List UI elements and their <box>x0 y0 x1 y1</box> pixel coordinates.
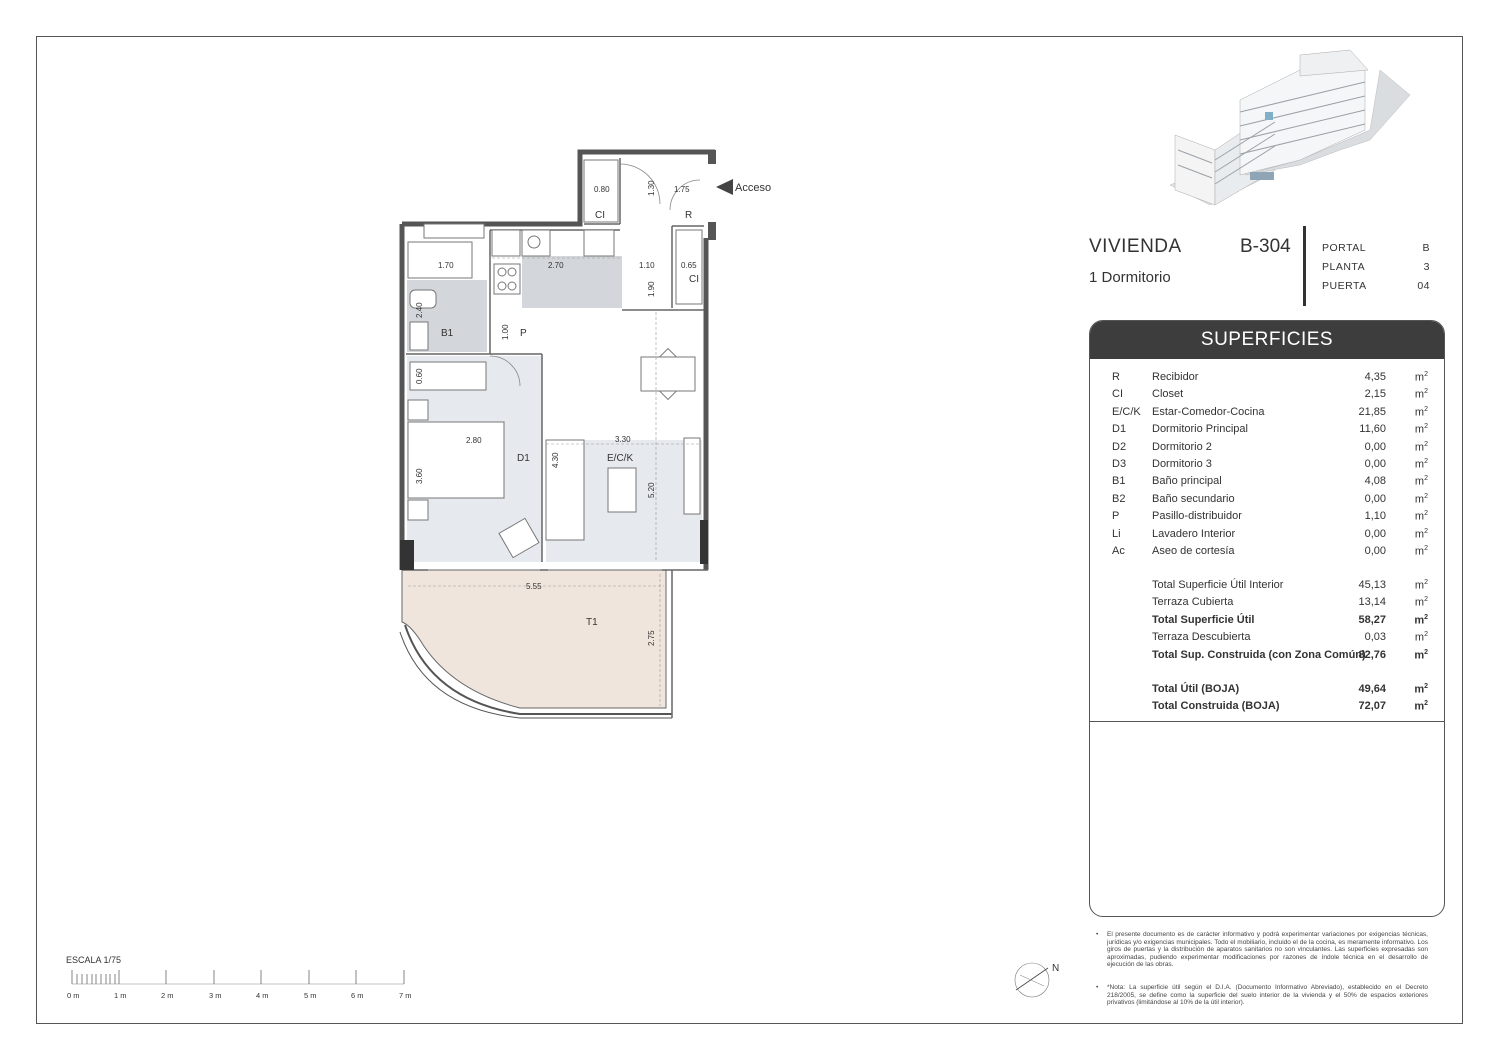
superficie-code: B1 <box>1112 475 1126 488</box>
prop-row-puerta <box>1322 280 1430 292</box>
superficie-value: 4,35 <box>1364 371 1386 383</box>
superficie-unit: $m^2$ <box>1414 440 1428 454</box>
superficie-unit: $m^2$ <box>1414 475 1428 489</box>
superficie-name: Recibidor <box>1152 371 1199 383</box>
superficie-row <box>1090 458 1445 474</box>
note-bullet-1: • <box>1096 931 1099 938</box>
superficie-unit: $m^2$ <box>1414 510 1428 523</box>
superficie-unit: $m^2$ <box>1414 423 1428 436</box>
compass-north-label: N <box>1052 963 1060 974</box>
superficie-unit: $m^2$ <box>1414 700 1428 714</box>
superficie-name: Dormitorio Principal <box>1152 423 1248 436</box>
superficie-value: 21,85 <box>1358 405 1386 418</box>
prop-value: 3 <box>1423 261 1430 273</box>
dim-label: 3.30 <box>615 435 631 444</box>
prop-label: PLANTA <box>1322 261 1366 273</box>
superficie-name: Total Superficie Útil <box>1152 613 1255 626</box>
dim-label: 2.80 <box>466 436 482 445</box>
superficie-row <box>1090 545 1445 561</box>
superficie-name: Baño secundario <box>1152 492 1235 505</box>
superficie-row <box>1090 423 1445 439</box>
wall-post-mid <box>708 222 716 240</box>
superficie-value: 82,76 <box>1358 648 1386 661</box>
scale-tick-label: 4 m <box>256 991 269 1000</box>
superficie-unit: $m^2$ <box>1414 648 1428 662</box>
dim-label: 0.65 <box>681 261 697 270</box>
superficie-unit: $m^2$ <box>1414 596 1428 610</box>
dim-label: 1.30 <box>647 180 656 196</box>
unit-divider <box>1303 226 1306 306</box>
superficie-value: 0,00 <box>1364 545 1386 557</box>
superficie-name: Closet <box>1152 388 1184 401</box>
compass <box>1015 963 1059 997</box>
superficie-value: 0,03 <box>1364 631 1386 644</box>
dim-label: 2.75 <box>647 630 656 646</box>
access-arrow-icon <box>716 179 733 195</box>
superficie-row <box>1090 683 1445 699</box>
superficie-code: R <box>1112 371 1120 383</box>
superficie-row <box>1090 579 1445 595</box>
unit-code: B-304 <box>1240 236 1291 257</box>
superficie-value: 4,08 <box>1364 475 1386 488</box>
superficie-value: 58,27 <box>1358 613 1386 626</box>
superficie-name: Lavadero Interior <box>1152 527 1236 540</box>
superficie-row <box>1090 596 1445 612</box>
dim-label: 0.80 <box>594 185 610 194</box>
access-label: Acceso <box>735 182 772 194</box>
superficie-row <box>1090 493 1445 509</box>
superficie-name: Pasillo-distribuidor <box>1152 510 1242 523</box>
superficie-name: Terraza Cubierta <box>1152 596 1234 609</box>
superficie-unit: $m^2$ <box>1414 631 1428 644</box>
superficie-code: CI <box>1112 388 1123 401</box>
dim-label: 0.60 <box>415 368 424 384</box>
superficie-unit: $m^2$ <box>1414 613 1428 627</box>
dim-label: 1.90 <box>647 281 656 297</box>
scale-tick-label: 0 m <box>67 991 80 1000</box>
note-boja: *Nota: La superficie útil según el D.I.A. (Documento Informativo Abreviado), establecido en el Decreto 218/2005, se define como la superficie del suelo interior de la vivienda y el 50% de espacios exteriores privativos (limitándose al 10% de la útil interior). <box>1107 984 1428 1006</box>
note-disclaimer: El presente documento es de carácter informativo y podrá experimentar variaciones por exigencias técnicas, jurídicas y/o exigencias municipales. Todo el mobiliario, incluido el de la cocina, es meramente informativo. Los giros de puertas y la distribución de aparatos sanitarios no son vinculantes. Las superficies expresadas son aproximadas, pudiendo experimentar modificaciones por razones de índole técnica en el desarrollo de ejecución de las obras. <box>1107 931 1428 968</box>
superficie-name: Dormitorio 2 <box>1152 440 1212 453</box>
superficie-unit: $m^2$ <box>1414 458 1428 471</box>
superficie-row <box>1090 649 1445 665</box>
superficie-name: Terraza Descubierta <box>1152 631 1251 644</box>
superficie-name: Total Útil (BOJA) <box>1152 683 1240 695</box>
superficie-row <box>1090 631 1445 647</box>
superficie-row <box>1090 614 1445 630</box>
superficie-unit: $m^2$ <box>1414 527 1428 541</box>
superficie-unit: $m^2$ <box>1414 405 1428 419</box>
superficie-value: 0,00 <box>1364 440 1386 453</box>
prop-row-portal <box>1322 242 1430 254</box>
superficies-divider <box>1090 721 1445 722</box>
superficie-value: 1,10 <box>1364 510 1386 523</box>
superficie-unit: $m^2$ <box>1414 579 1428 592</box>
superficie-unit: $m^2$ <box>1414 683 1428 696</box>
unit-subtitle: 1 Dormitorio <box>1089 269 1171 286</box>
scale-bar <box>67 970 412 1000</box>
scale-label: ESCALA 1/75 <box>66 955 122 965</box>
prop-label: PUERTA <box>1322 280 1367 292</box>
superficie-value: 45,13 <box>1358 579 1386 591</box>
superficie-code: Li <box>1112 527 1121 540</box>
superficie-row <box>1090 700 1445 716</box>
scale-tick-label: 3 m <box>209 991 222 1000</box>
superficie-row <box>1090 441 1445 457</box>
superficie-name: Total Construida (BOJA) <box>1152 700 1280 713</box>
superficie-name: Dormitorio 3 <box>1152 458 1212 470</box>
superficie-row <box>1090 371 1445 387</box>
superficie-value: 72,07 <box>1358 700 1386 713</box>
superficie-row <box>1090 528 1445 544</box>
dim-label: 2.70 <box>548 261 564 270</box>
scale-tick-label: 7 m <box>399 991 412 1000</box>
note-bullet-2: • <box>1096 984 1099 991</box>
superficie-code: Ac <box>1112 545 1125 557</box>
superficie-value: 49,64 <box>1358 683 1386 695</box>
prop-label: PORTAL <box>1322 242 1367 254</box>
room-label-ci-right: CI <box>689 274 699 285</box>
building-render <box>1170 50 1410 205</box>
dim-label: 5.55 <box>526 582 542 591</box>
superficies-panel <box>1089 320 1445 917</box>
superficie-name: Aseo de cortesía <box>1152 545 1235 557</box>
superficie-unit: $m^2$ <box>1414 545 1428 558</box>
prop-row-planta <box>1322 261 1430 273</box>
dim-label: 1.70 <box>438 261 454 270</box>
dim-label: 1.00 <box>501 324 510 340</box>
room-label-p: P <box>520 328 527 339</box>
kitchen-floor <box>522 256 622 308</box>
superficie-code: D1 <box>1112 423 1127 436</box>
superficie-value: 13,14 <box>1358 596 1386 609</box>
superficie-code: B2 <box>1112 492 1126 505</box>
room-label-ci: CI <box>595 210 605 221</box>
dim-label: 1.10 <box>639 261 655 270</box>
dim-label: 1.75 <box>674 185 690 194</box>
superficie-row <box>1090 510 1445 526</box>
superficie-unit: $m^2$ <box>1414 388 1428 402</box>
superficie-row <box>1090 406 1445 422</box>
dim-label: 5.20 <box>647 482 656 498</box>
superficie-value: 0,00 <box>1364 492 1386 505</box>
room-label-r: R <box>685 210 693 221</box>
superficie-code: D2 <box>1112 440 1127 453</box>
room-label-d1: D1 <box>517 453 530 464</box>
dim-label: 3.60 <box>415 468 424 484</box>
dim-label: 2.40 <box>415 302 424 318</box>
superficie-name: Baño principal <box>1152 475 1222 488</box>
prop-value: B <box>1422 242 1430 254</box>
superficie-row <box>1090 388 1445 404</box>
superficie-row <box>1090 475 1445 491</box>
room-label-t1: T1 <box>586 617 598 628</box>
scale-tick-label: 6 m <box>351 991 364 1000</box>
wall-post-top <box>708 150 716 164</box>
superficie-name: Total Sup. Construida (con Zona Común) <box>1152 648 1366 661</box>
room-label-b1: B1 <box>441 328 454 339</box>
superficie-code: D3 <box>1112 458 1127 470</box>
superficie-code: P <box>1112 510 1120 523</box>
superficie-name: Estar-Comedor-Cocina <box>1152 405 1265 418</box>
superficie-unit: $m^2$ <box>1414 492 1428 506</box>
superficie-value: 2,15 <box>1364 388 1386 401</box>
superficie-code: E/C/K <box>1112 405 1141 418</box>
scale-tick-label: 2 m <box>161 991 174 1000</box>
superficie-value: 0,00 <box>1364 527 1386 540</box>
scale-tick-label: 5 m <box>304 991 317 1000</box>
room-label-ecck: E/C/K <box>607 453 634 464</box>
prop-value: 04 <box>1417 280 1430 292</box>
scale-tick-label: 1 m <box>114 991 127 1000</box>
superficie-unit: $m^2$ <box>1414 371 1428 384</box>
superficies-title: SUPERFICIES <box>1090 321 1444 359</box>
dim-label: 4.30 <box>551 452 560 468</box>
unit-title: VIVIENDA <box>1089 236 1182 257</box>
superficie-value: 11,60 <box>1359 423 1386 436</box>
wall-post-left <box>400 540 414 570</box>
superficie-value: 0,00 <box>1364 458 1386 470</box>
wall-post-right <box>700 520 708 564</box>
superficie-name: Total Superficie Útil Interior <box>1152 579 1284 591</box>
